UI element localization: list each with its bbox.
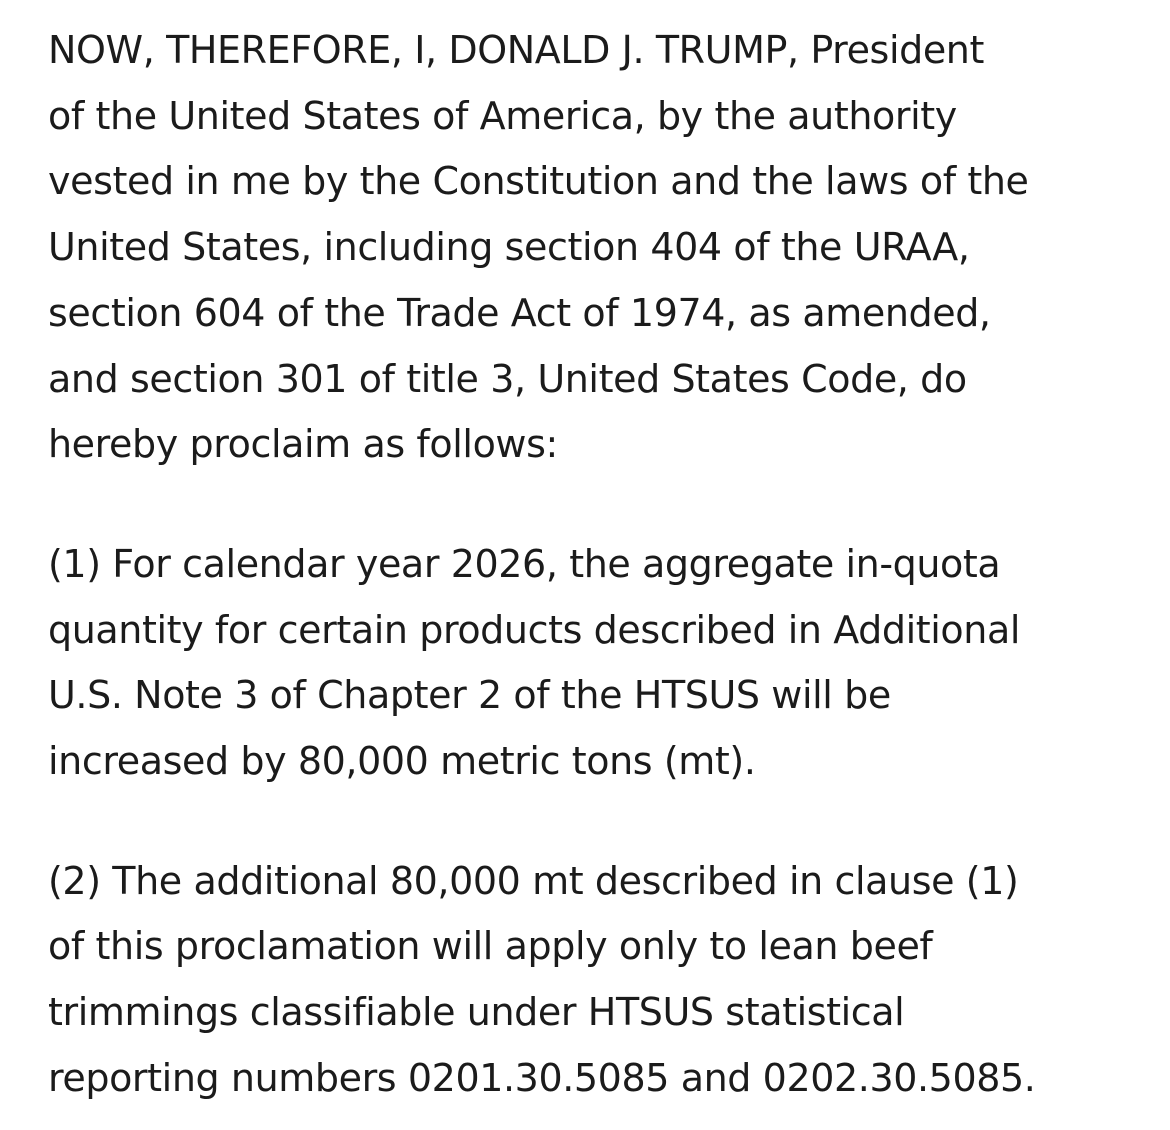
text-line: quantity for certain products described in Additional xyxy=(48,607,1021,652)
text-line: increased by 80,000 metric tons (mt). xyxy=(48,739,756,784)
text-line: hereby proclaim as follows: xyxy=(48,422,558,467)
paragraph-spacer xyxy=(48,478,1120,532)
preamble-paragraph xyxy=(48,18,1120,478)
text-line: reporting numbers 0201.30.5085 and 0202.30.5085. xyxy=(48,1055,1036,1100)
clause-2-paragraph xyxy=(48,849,1120,1112)
text-line: section 604 of the Trade Act of 1974, as amended, xyxy=(48,290,991,335)
text-line: of the United States of America, by the authority xyxy=(48,93,957,138)
text-line: vested in me by the Constitution and the laws of the xyxy=(48,159,1029,204)
text-line: NOW, THEREFORE, I, DONALD J. TRUMP, President xyxy=(48,28,984,72)
text-line: U.S. Note 3 of Chapter 2 of the HTSUS will be xyxy=(48,673,891,718)
clause-1-paragraph xyxy=(48,532,1120,795)
text-line: of this proclamation will apply only to lean beef xyxy=(48,924,933,969)
text-line: United States, including section 404 of the URAA, xyxy=(48,225,970,270)
text-line: trimmings classifiable under HTSUS statistical xyxy=(48,990,905,1035)
text-line: and section 301 of title 3, United States Code, do xyxy=(48,356,967,401)
text-line: (1) For calendar year 2026, the aggregate in-quota xyxy=(48,541,1001,586)
text-line: (2) The additional 80,000 mt described in clause (1) xyxy=(48,858,1019,903)
paragraph-spacer xyxy=(48,795,1120,849)
